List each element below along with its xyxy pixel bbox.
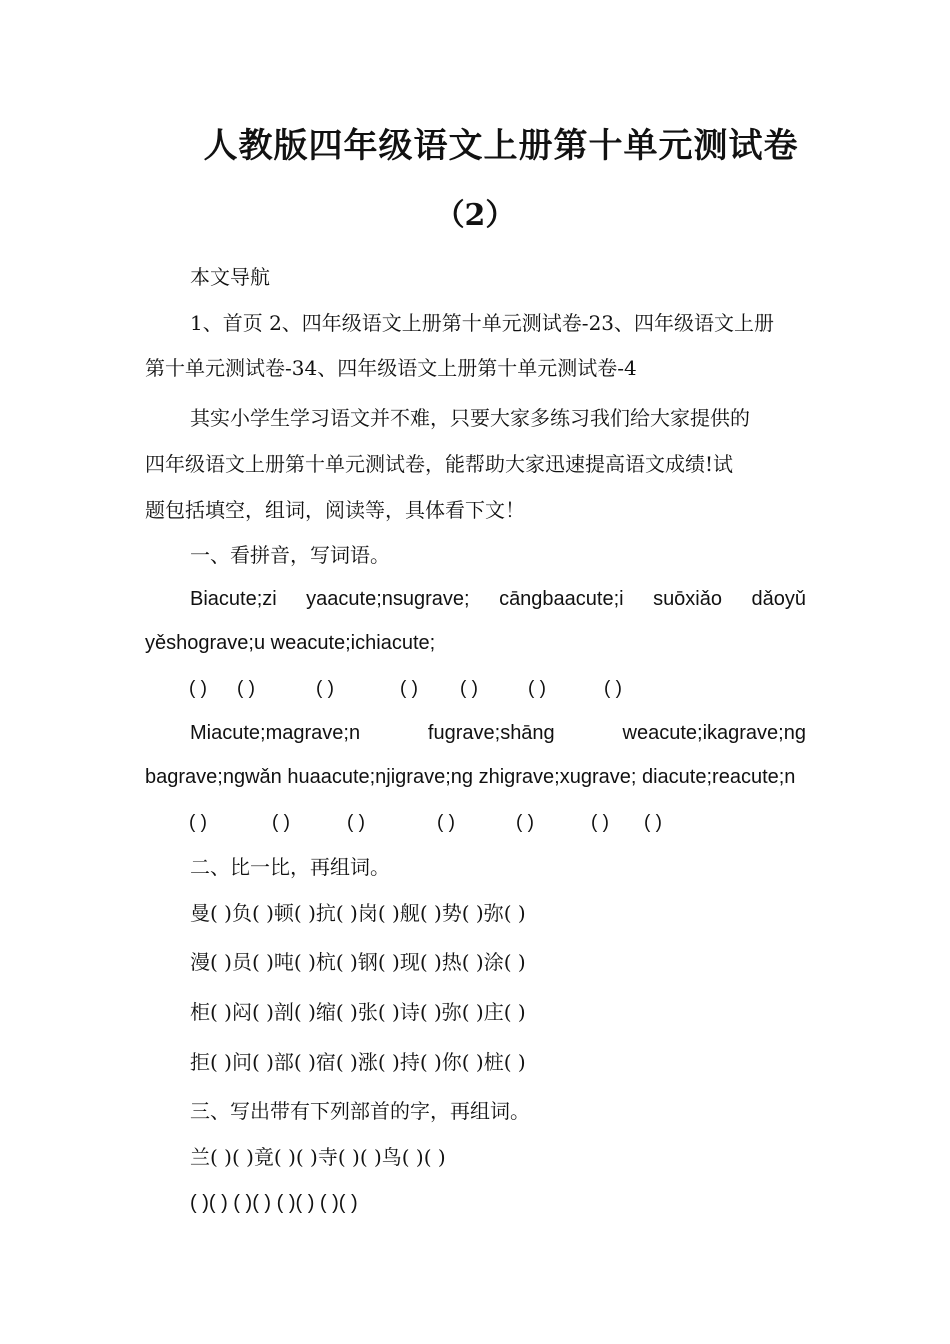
nav-heading: 本文导航 bbox=[190, 265, 270, 289]
answer-blank: ( ) bbox=[316, 678, 334, 699]
section-heading-compare: 二、比一比，再组词。 bbox=[190, 855, 390, 879]
answer-blank: ( ) bbox=[189, 812, 207, 833]
pinyin-row-continued: bagrave;ngwǎn huaacute;njigrave;ng zhigrave;xugrave; diacute;reacute;n bbox=[145, 766, 796, 788]
pinyin-item: Biacute;zi bbox=[190, 588, 277, 610]
answer-blank: ( ) bbox=[591, 812, 609, 833]
answer-blank: ( ) bbox=[644, 812, 662, 833]
compare-row: 柜( )闷( )剖( )缩( )张( )诗( )弥( )庄( ) bbox=[190, 1000, 526, 1024]
pinyin-item: fugrave;shāng bbox=[427, 722, 555, 744]
radical-row: ( )( ) ( )( ) ( )( ) ( )( ) bbox=[190, 1192, 358, 1214]
answer-blank: ( ) bbox=[189, 678, 207, 699]
answer-blank: ( ) bbox=[400, 678, 418, 699]
section-heading-radicals: 三、写出带有下列部首的字，再组词。 bbox=[190, 1099, 530, 1123]
compare-row: 漫( )员( )吨( )杭( )钢( )现( )热( )涂( ) bbox=[190, 950, 526, 974]
answer-blank: ( ) bbox=[272, 812, 290, 833]
document-subtitle: （2） bbox=[434, 198, 516, 233]
nav-line: 1、首页 2、四年级语文上册第十单元测试卷-23、四年级语文上册 bbox=[190, 311, 775, 335]
radical-row: 兰( )( )竟( )( )寺( )( )鸟( )( ) bbox=[190, 1145, 446, 1169]
pinyin-item: suōxiǎo bbox=[653, 588, 722, 610]
intro-paragraph-line: 题包括填空，组词，阅读等，具体看下文！ bbox=[145, 498, 525, 522]
pinyin-item: Miacute;magrave;n bbox=[190, 722, 361, 744]
pinyin-row-continued: yěshograve;u weacute;ichiacute; bbox=[145, 632, 436, 654]
pinyin-item: dǎoyǔ bbox=[751, 588, 806, 610]
answer-blank: ( ) bbox=[347, 812, 365, 833]
answer-blank: ( ) bbox=[460, 678, 478, 699]
section-heading-pinyin: 一、看拼音，写词语。 bbox=[190, 543, 390, 567]
document-title: 人教版四年级语文上册第十单元测试卷 bbox=[203, 126, 799, 166]
answer-blank: ( ) bbox=[516, 812, 534, 833]
pinyin-row bbox=[190, 723, 806, 743]
intro-paragraph-line: 其实小学生学习语文并不难，只要大家多练习我们给大家提供的 bbox=[190, 406, 750, 430]
pinyin-item: yaacute;nsugrave; bbox=[306, 588, 470, 610]
answer-blank: ( ) bbox=[604, 678, 622, 699]
compare-row: 拒( )问( )部( )宿( )涨( )持( )你( )桩( ) bbox=[190, 1050, 526, 1074]
answer-blank: ( ) bbox=[437, 812, 455, 833]
pinyin-item: cāngbaacute;i bbox=[499, 588, 624, 610]
pinyin-item: weacute;ikagrave;ng bbox=[622, 722, 806, 744]
answer-blank: ( ) bbox=[237, 678, 255, 699]
compare-row: 曼( )负( )顿( )抗( )岗( )舰( )势( )弥( ) bbox=[190, 901, 526, 925]
answer-blank: ( ) bbox=[528, 678, 546, 699]
intro-paragraph-line: 四年级语文上册第十单元测试卷，能帮助大家迅速提高语文成绩!试 bbox=[145, 452, 734, 476]
pinyin-row bbox=[190, 589, 806, 609]
nav-line: 第十单元测试卷-34、四年级语文上册第十单元测试卷-4 bbox=[145, 356, 637, 380]
